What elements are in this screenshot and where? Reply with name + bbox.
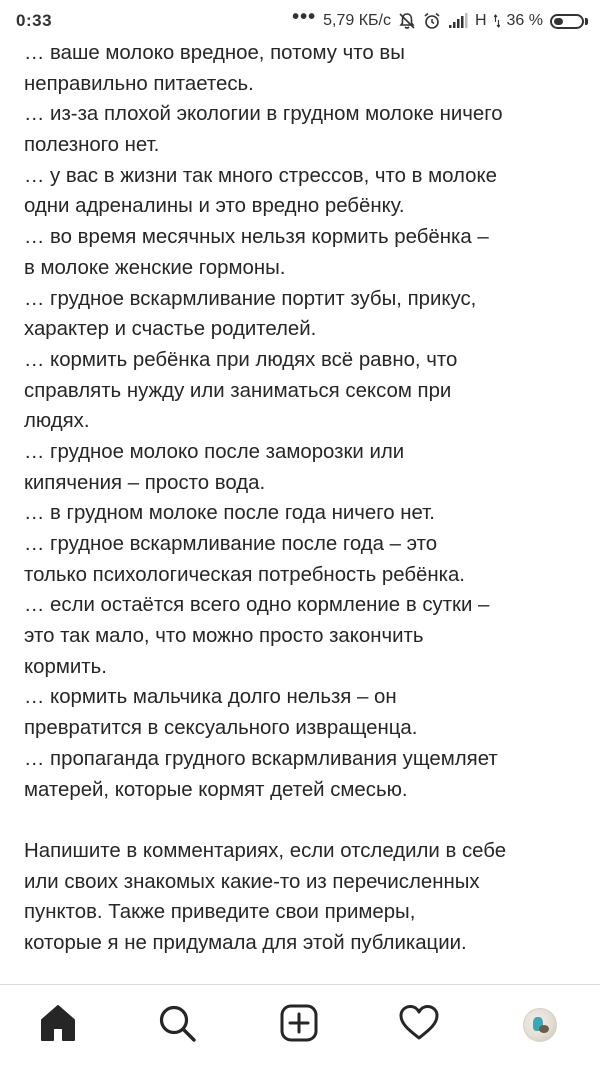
post-closing-paragraph xyxy=(24,836,584,959)
notification-dots: ••• xyxy=(292,6,317,28)
post-text-line: одни адреналины и это вредно ребёнку. xyxy=(24,195,405,218)
nav-activity-button[interactable] xyxy=(397,1003,441,1047)
battery-icon xyxy=(550,14,588,29)
post-text-line: … пропаганда грудного вскармливания ущемляет xyxy=(24,747,498,770)
bell-muted-icon xyxy=(398,12,416,30)
post-text-line: неправильно питаетесь. xyxy=(24,72,254,95)
search-icon xyxy=(157,1003,197,1048)
post-text-line: только психологическая потребность ребёнка. xyxy=(24,563,465,586)
battery-percent: 36 % xyxy=(506,12,543,29)
closing-text-line: или своих знакомых какие-то из перечисленных xyxy=(24,870,480,893)
post-text-line: кипячения – просто вода. xyxy=(24,471,266,494)
post-caption xyxy=(24,38,584,959)
closing-text-line: пунктов. Также приведите свои примеры, xyxy=(24,901,416,924)
battery-fill xyxy=(554,18,563,25)
post-text-line: … грудное вскармливание портит зубы, прикус, xyxy=(24,287,477,310)
heart-icon xyxy=(398,1003,440,1048)
home-icon xyxy=(38,1003,78,1048)
status-bar xyxy=(0,0,600,42)
closing-text-line: Напишите в комментариях, если отследили в себе xyxy=(24,839,507,862)
plus-square-icon xyxy=(279,1003,319,1048)
post-text-line: справлять нужду или заниматься сексом при xyxy=(24,379,452,402)
post-text-line: превратится в сексуального извращенца. xyxy=(24,717,418,740)
post-text-line: в молоке женские гормоны. xyxy=(24,256,286,279)
post-text-line: … у вас в жизни так много стрессов, что в молоке xyxy=(24,164,498,187)
post-text-line: характер и счастье родителей. xyxy=(24,318,317,341)
network-type: H xyxy=(474,12,487,29)
post-text-line: … ваше молоко вредное, потому что вы xyxy=(24,42,405,64)
post-text-line: … кормить мальчика долго нельзя – он xyxy=(24,686,397,709)
avatar xyxy=(523,1008,557,1042)
post-text-line: … грудное вскармливание после года – это xyxy=(24,533,438,555)
post-text-line: полезного нет. xyxy=(24,134,160,157)
paragraph-gap xyxy=(24,805,584,836)
status-icons xyxy=(292,6,588,30)
post-text-line: … из-за плохой экологии в грудном молоке ничего xyxy=(24,103,503,126)
post-text-line: … в грудном молоке после года ничего нет. xyxy=(24,502,435,525)
closing-text-line: которые я не придумала для этой публикации. xyxy=(24,931,467,954)
post-text-line: кормить. xyxy=(24,655,107,678)
mobile-data-arrows-icon xyxy=(494,14,500,28)
signal-icon xyxy=(448,13,468,29)
post-text-line: людях. xyxy=(24,410,90,433)
alarm-clock-icon xyxy=(423,12,441,30)
post-text-line: … если остаётся всего одно кормление в сутки – xyxy=(24,594,490,617)
nav-profile-button[interactable] xyxy=(518,1003,562,1047)
nav-new-post-button[interactable] xyxy=(277,1003,321,1047)
bottom-nav xyxy=(0,985,600,1066)
status-time: 0:33 xyxy=(16,11,53,30)
post-text-line: … во время месячных нельзя кормить ребёнка – xyxy=(24,226,489,249)
post-text-line: это так мало, что можно просто закончить xyxy=(24,625,424,648)
post-text-line: матерей, которые кормят детей смесью. xyxy=(24,778,408,801)
nav-search-button[interactable] xyxy=(155,1003,199,1047)
post-text-line: … кормить ребёнка при людях всё равно, что xyxy=(24,348,458,371)
post-text-line: … грудное молоко после заморозки или xyxy=(24,440,405,463)
nav-home-button[interactable] xyxy=(36,1003,80,1047)
post-list xyxy=(24,38,584,805)
network-speed: 5,79 КБ/с xyxy=(323,12,391,29)
